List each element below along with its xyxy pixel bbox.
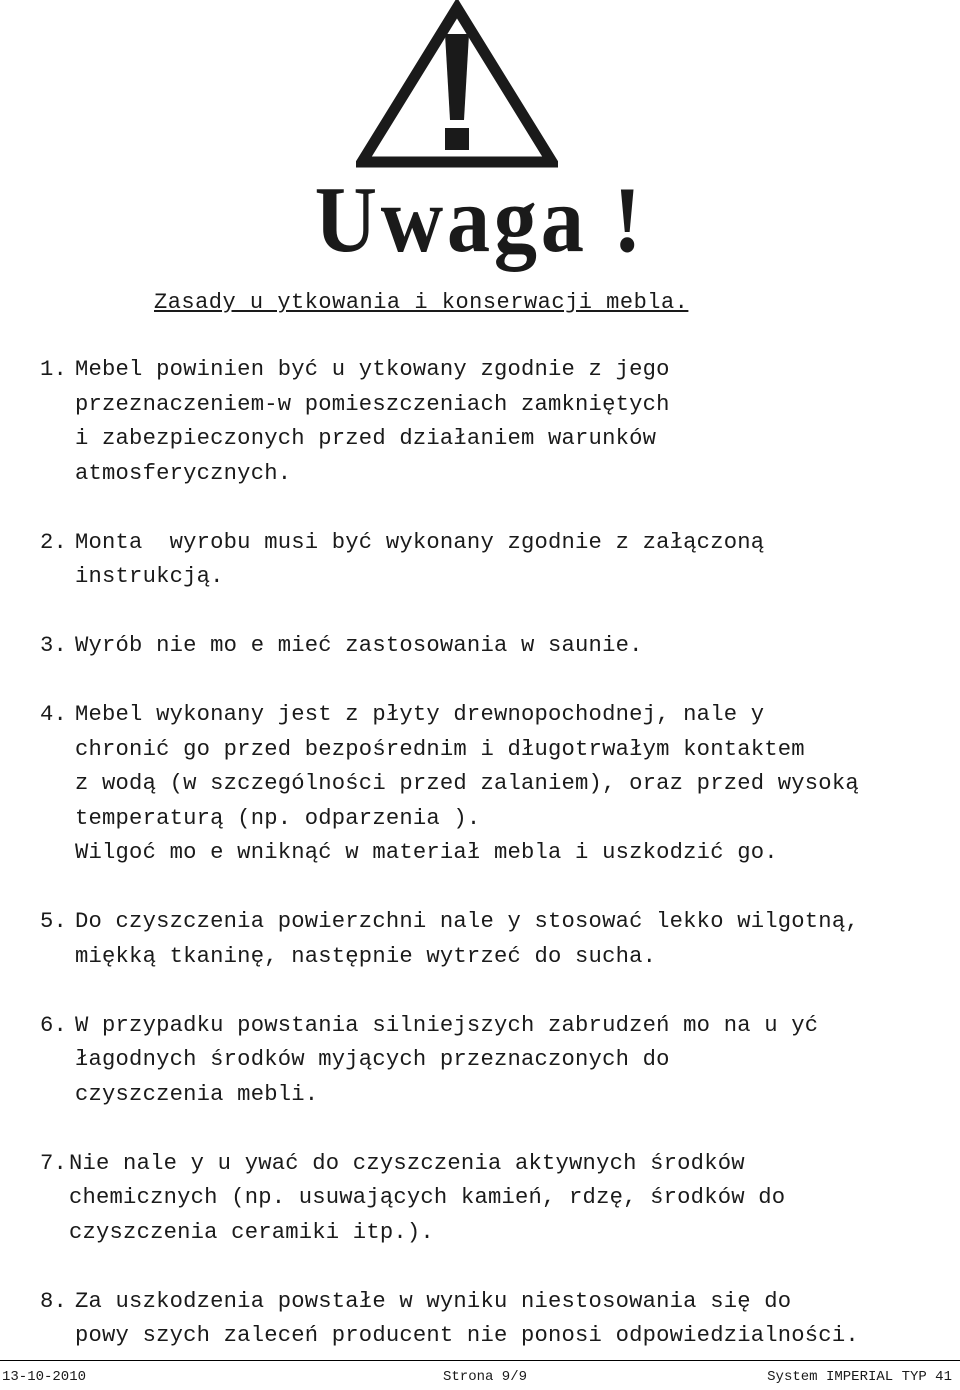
item-line: Mebel wykonany jest z płyty drewnopochodnej, nale y [75,702,765,727]
footer-system-name: System IMPERIAL TYP 41 [767,1369,952,1385]
item-line: z wodą (w szczególności przed zalaniem), oraz przed wysoką [75,771,859,796]
item-line: Wyrób nie mo e mieć zastosowania w saunie. [75,633,643,658]
list-item [40,1009,940,1113]
item-line: Monta wyrobu musi być wykonany zgodnie z załączoną [75,529,765,555]
list-item [40,698,940,871]
item-number: 8. [40,1288,68,1314]
item-line: przeznaczeniem-w pomieszczeniach zamkniętych [75,391,670,417]
list-item [40,905,940,974]
item-line: chemicznych (np. usuwających kamień, rdzę, środków do [69,1185,786,1210]
footer-page-number: Strona 9/9 [443,1369,528,1385]
list-item [40,629,940,664]
rules-list [40,353,940,1354]
item-number: 1. [40,357,68,382]
section-heading: Zasady u ytkowania i konserwacji mebla. [154,290,689,315]
item-line: czyszczenia mebli. [75,1081,319,1107]
item-line: chronić go przed bezpośrednim i długotrwałym kontaktem [75,736,805,762]
page-footer [0,1360,960,1390]
item-line: W przypadku powstania silniejszych zabrudzeń mo na u yć [75,1012,819,1038]
item-number: 7. [40,1150,68,1176]
list-item [40,1285,940,1354]
item-number: 2. [40,529,68,555]
item-line: temperaturą (np. odparzenia ). [75,805,481,831]
item-line: Do czyszczenia powierzchni nale y stosować lekko wilgotną, [75,909,859,934]
item-line: Wilgoć mo e wniknąć w materiał mebla i uszkodzić go. [75,840,778,865]
item-line: czyszczenia ceramiki itp.). [69,1219,434,1245]
item-line: Za uszkodzenia powstałe w wyniku niestosowania się do [75,1288,792,1314]
item-line: łagodnych środków myjących przeznaczonych do [75,1047,670,1072]
item-number: 5. [40,909,68,934]
list-item [40,353,940,491]
list-item [40,1147,940,1251]
item-line: i zabezpieczonych przed działaniem warunków [75,426,657,451]
item-number: 4. [40,702,68,727]
warning-triangle-icon [356,0,558,168]
item-number: 3. [40,633,68,658]
item-line: atmosferycznych. [75,460,292,486]
item-number: 6. [40,1012,68,1038]
item-line: Mebel powinien być u ytkowany zgodnie z jego [75,357,670,382]
item-line: miękką tkaninę, następnie wytrzeć do sucha. [75,943,657,969]
item-line: Nie nale y u ywać do czyszczenia aktywnych środków [69,1150,745,1176]
list-item [40,526,940,595]
page-title: Uwaga ! [314,168,646,272]
footer-date: 13-10-2010 [2,1369,87,1385]
item-line: powy szych zaleceń producent nie ponosi odpowiedzialności. [75,1323,859,1348]
item-line: instrukcją. [75,564,224,589]
